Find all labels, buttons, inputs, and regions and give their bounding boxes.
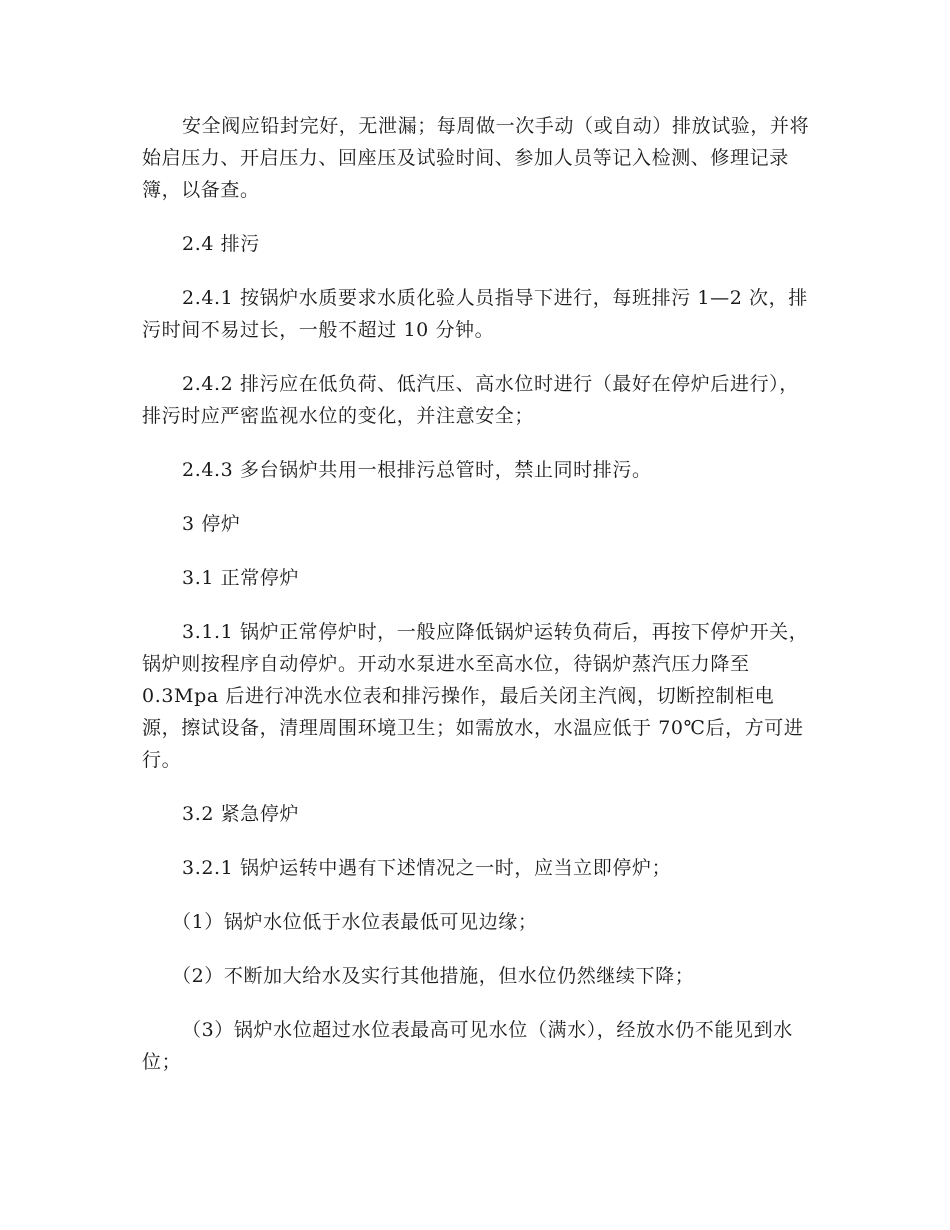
paragraph-2-4-3: 2.4.3 多台锅炉共用一根排污总管时，禁止同时排污。 (182, 459, 652, 481)
list-item-1: （1）锅炉水位低于水位表最低可见边缘； (172, 911, 538, 933)
paragraph-2-4-2: 2.4.2 排污应在低负荷、低汽压、高水位时进行（最好在停炉后进行），排污时应严密监视水位的变化，并注意安全； (142, 373, 799, 427)
paragraph-safety-valve: 安全阀应铅封完好，无泄漏；每周做一次手动（或自动）排放试验，并将始启压力、开启压力、回座压及试验时间、参加人员等记入检测、修理记录簿，以备查。 (142, 115, 810, 201)
paragraph-3-2-1: 3.2.1 锅炉运转中遇有下述情况之一时，应当立即停炉； (182, 857, 672, 879)
list-item-2: （2）不断加大给水及实行其他措施，但水位仍然继续下降； (172, 965, 695, 987)
list-item-3: （3）锅炉水位超过水位表最高可见水位（满水），经放水仍不能见到水位； (142, 1019, 793, 1073)
heading-3-shutdown: 3 停炉 (182, 513, 241, 535)
heading-2-4-blowdown: 2.4 排污 (182, 233, 260, 255)
paragraph-2-4-1: 2.4.1 按锅炉水质要求水质化验人员指导下进行，每班排污 1—2 次，排污时间不易过长，一般不超过 10 分钟。 (142, 287, 808, 341)
paragraph-3-1-1: 3.1.1 锅炉正常停炉时，一般应降低锅炉运转负荷后，再按下停炉开关，锅炉则按程序自动停炉。开动水泵进水至高水位，待锅炉蒸汽压力降至 0.3Mpa 后进行冲洗水位表和排污操作，最后关闭主汽阀，切断控制柜电源，擦试设备，清理周围环境卫生；如需放水，水温应低于 70℃后，方可进行。 (142, 621, 809, 771)
document-body (142, 110, 812, 1100)
heading-3-2-emergency-shutdown: 3.2 紧急停炉 (182, 803, 300, 825)
heading-3-1-normal-shutdown: 3.1 正常停炉 (182, 567, 300, 589)
